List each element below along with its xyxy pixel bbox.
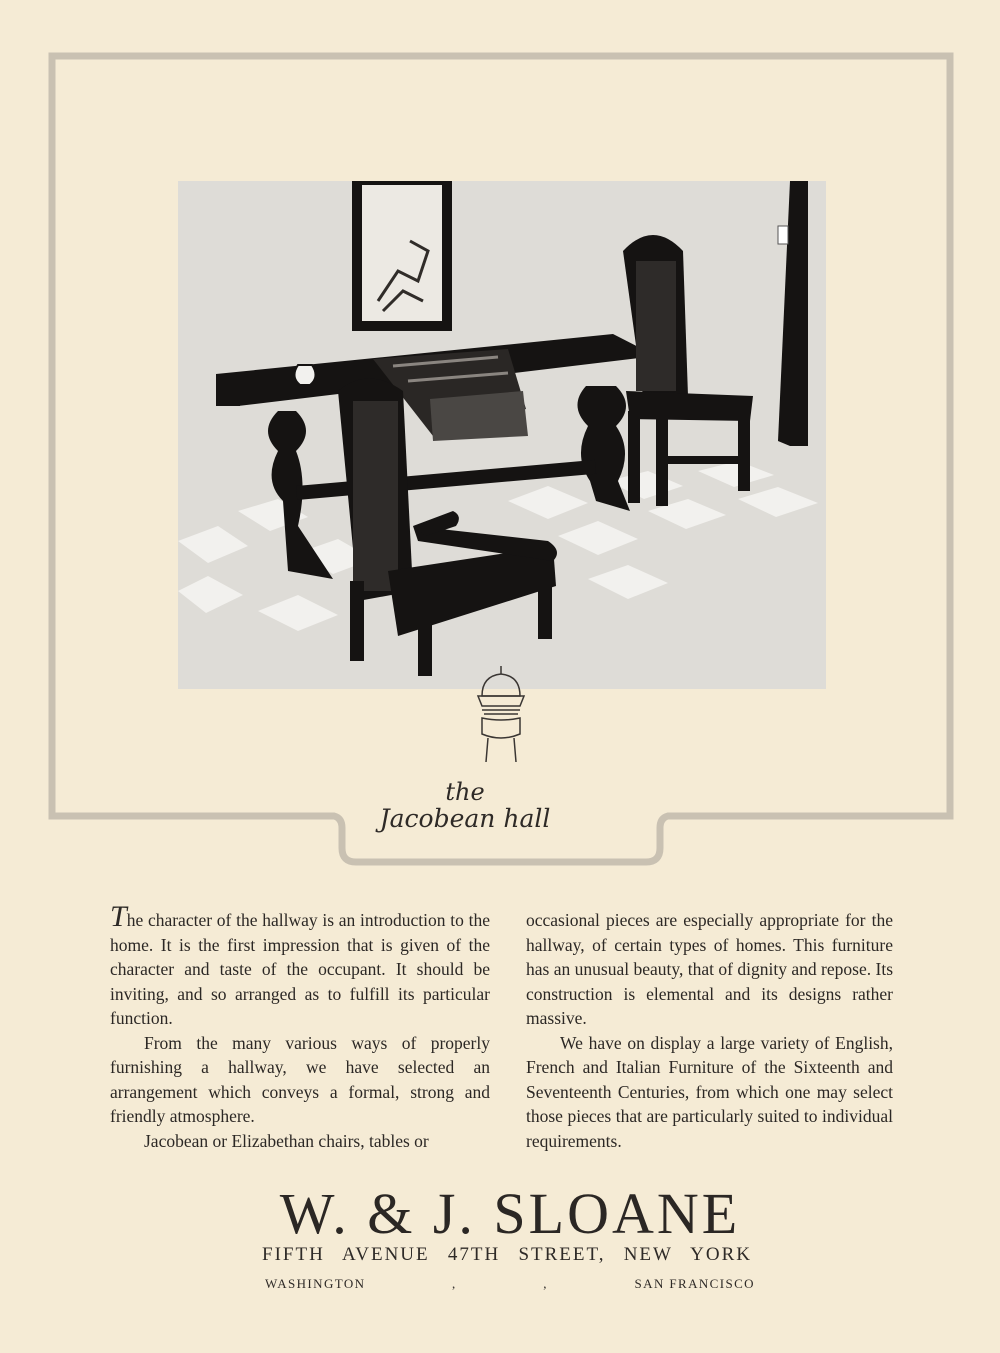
brand-address: FIFTH AVENUE 47TH STREET, NEW YORK <box>262 1244 752 1265</box>
body-column-left <box>110 900 490 1153</box>
branch-separator: , <box>452 1276 457 1291</box>
caption-the: the <box>445 778 485 806</box>
right-paragraph-2: We have on display a large variety of English, French and Italian Furniture of the Sixteenth and Seventeenth Centuries, from which one may select those pieces that are particularly suited to individual requirements. <box>526 1032 893 1151</box>
body-column-right <box>526 908 893 1153</box>
drop-cap: T <box>110 900 127 933</box>
left-paragraph-2: From the many various ways of properly furnishing a hallway, we have selected an arrangement which conveys a formal, strong and friendly atmosphere. <box>110 1032 490 1126</box>
right-paragraph-1: occasional pieces are especially appropriate for the hallway, of certain types of homes. This furniture has an unusual beauty, that of dignity and repose. Its construction is elemental and its designs rather massive. <box>526 910 893 1028</box>
caption-title: Jacobean hall <box>379 804 551 833</box>
branch-locations <box>265 1276 755 1292</box>
left-paragraph-1: The character of the hallway is an introduction to the home. It is the first impression that is given of the character and taste of the occupant. It should be inviting, and so arranged as to fulfill its particular function. <box>110 900 490 1028</box>
jacobean-hall-illustration <box>178 181 826 689</box>
branch-washington: WASHINGTON <box>265 1276 366 1291</box>
branch-separator: , <box>543 1276 548 1291</box>
branch-san-francisco: SAN FRANCISCO <box>634 1276 755 1291</box>
left-paragraph-3: Jacobean or Elizabethan chairs, tables or <box>144 1130 429 1151</box>
urn-ornament <box>470 662 532 766</box>
brand-name: W. & J. SLOANE <box>279 1181 741 1246</box>
